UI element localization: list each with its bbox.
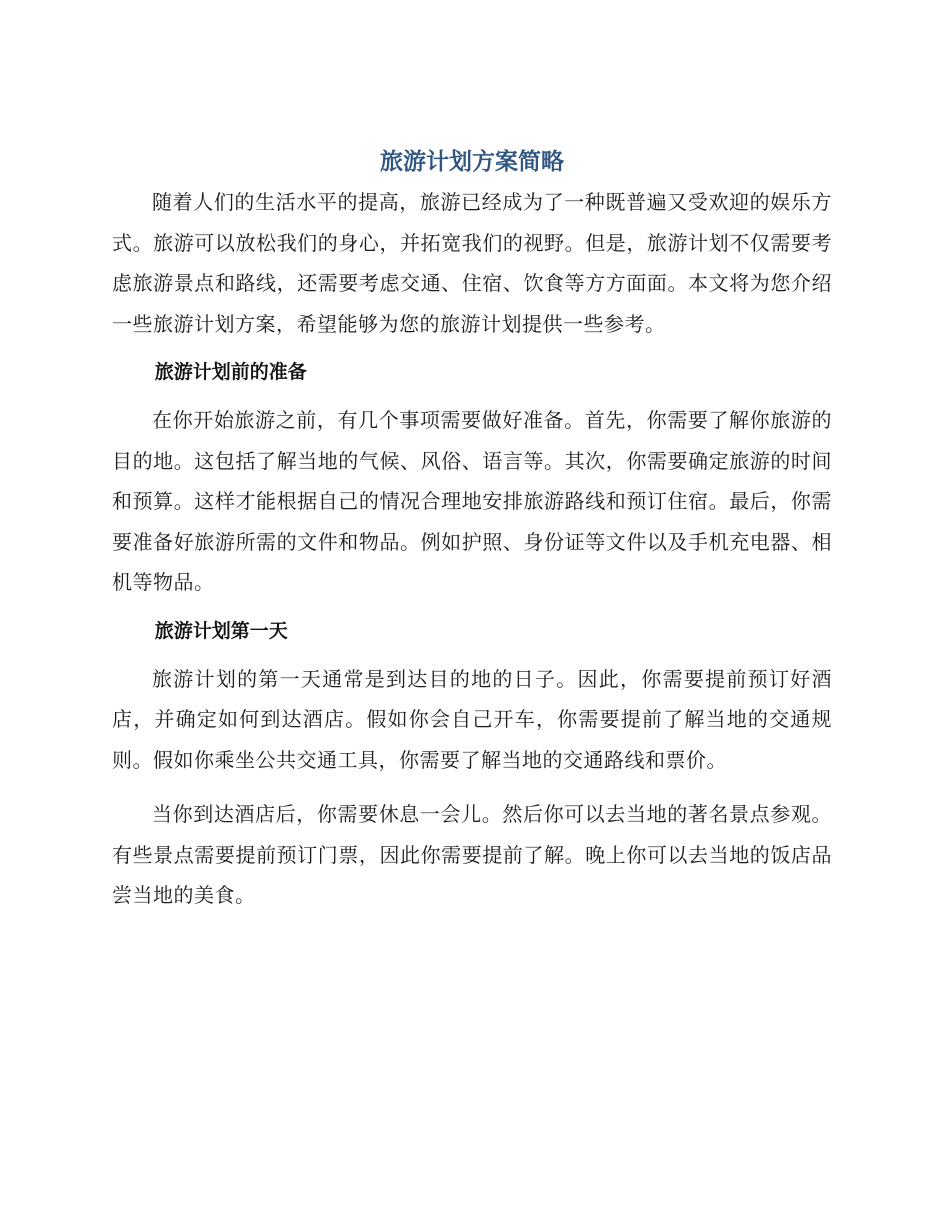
day-one-paragraph-arrival: 旅游计划的第一天通常是到达目的地的日子。因此，你需要提前预订好酒店，并确定如何到达酒店。假如你会自己开车，你需要提前了解当地的交通规则。假如你乘坐公共交通工具，你需要了解当地的交通路线和票价。 bbox=[112, 666, 832, 772]
section-heading-preparation: 旅游计划前的准备 bbox=[154, 361, 307, 383]
section-heading-day-one: 旅游计划第一天 bbox=[154, 619, 288, 642]
preparation-paragraph: 在你开始旅游之前，有几个事项需要做好准备。首先，你需要了解你旅游的目的地。这包括了解当地的气候、风俗、语言等。其次，你需要确定旅游的时间和预算。这样才能根据自己的情况合理地安排旅游路线和预订住宿。最后，你需要准备好旅游所需的文件和物品。例如护照、身份证等文件以及手机充电器、相机等物品。 bbox=[112, 408, 832, 594]
intro-paragraph: 随着人们的生活水平的提高，旅游已经成为了一种既普遍又受欢迎的娱乐方式。旅游可以放松我们的身心，并拓宽我们的视野。但是，旅游计划不仅需要考虑旅游景点和路线，还需要考虑交通、住宿、饮食等方方面面。本文将为您介绍一些旅游计划方案，希望能够为您的旅游计划提供一些参考。 bbox=[112, 190, 832, 336]
document-title: 旅游计划方案简略 bbox=[380, 149, 564, 175]
day-one-paragraph-sightseeing: 当你到达酒店后，你需要休息一会儿。然后你可以去当地的著名景点参观。有些景点需要提前预订门票，因此你需要提前了解。晚上你可以去当地的饭店品尝当地的美食。 bbox=[112, 802, 832, 907]
document-body bbox=[112, 142, 832, 916]
